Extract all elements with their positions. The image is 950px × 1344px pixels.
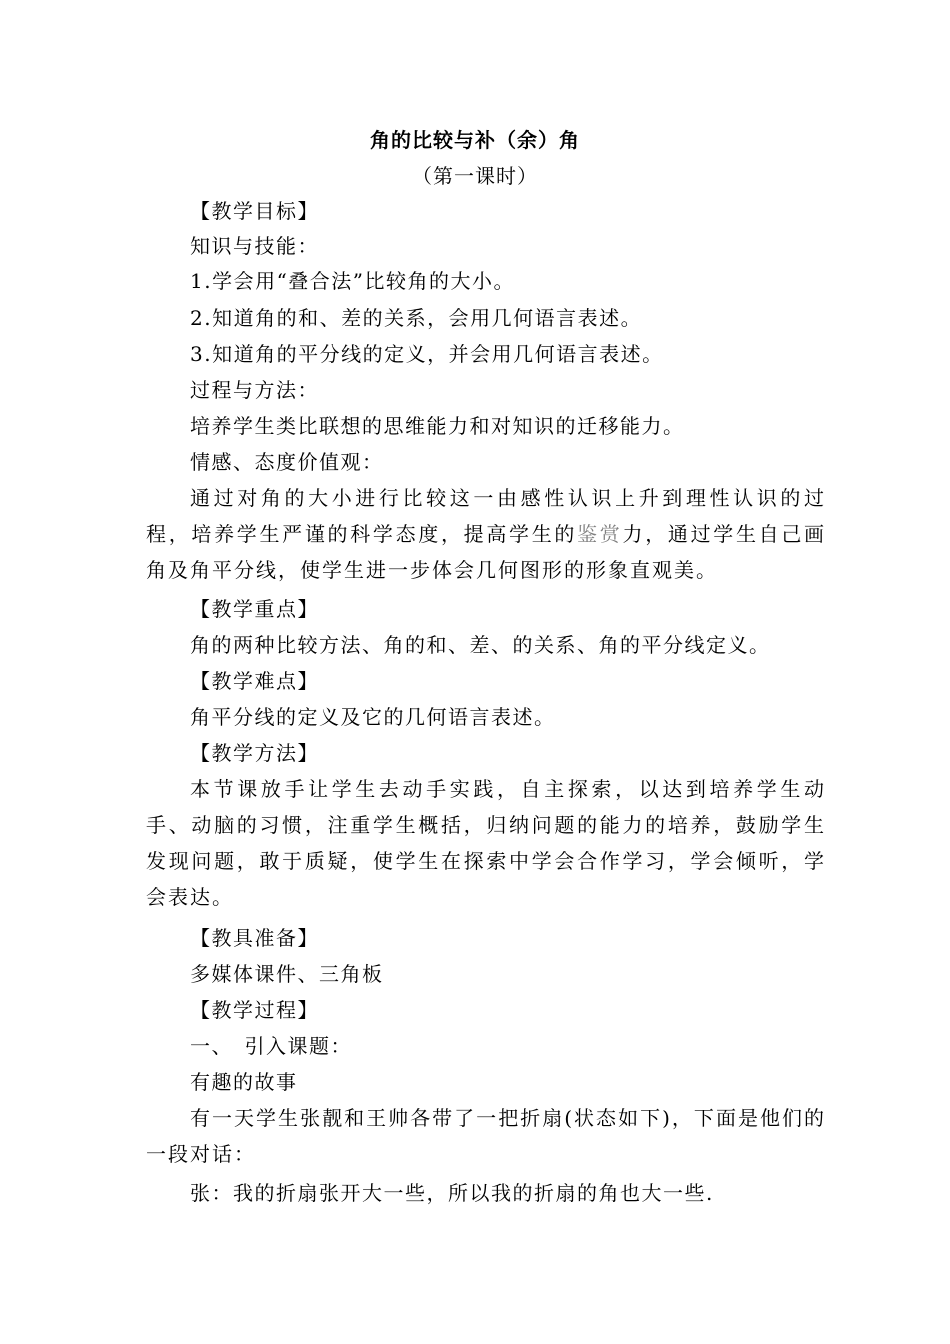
key-text: 角的两种比较方法、角的和、差、的关系、角的平分线定义。 — [190, 633, 771, 657]
process-section-heading: 【教学过程】 — [190, 998, 319, 1022]
document-subtitle: （第一课时） — [412, 164, 538, 188]
document-title: 角的比较与补（余）角 — [370, 128, 580, 152]
intro-heading: 一、 引入课题： — [190, 1034, 352, 1058]
story-paragraph: 有一天学生张靓和王帅各带了一把折扇(状态如下)，下面是他们的一段对话： — [146, 1106, 826, 1166]
emotion-heading: 情感、态度价值观： — [190, 450, 384, 474]
difficulty-text: 角平分线的定义及它的几何语言表述。 — [190, 705, 556, 729]
key-heading: 【教学重点】 — [190, 597, 319, 621]
knowledge-heading: 知识与技能： — [190, 234, 319, 258]
tools-heading: 【教具准备】 — [190, 926, 319, 950]
knowledge-item: 3.知道角的平分线的定义，并会用几何语言表述。 — [190, 342, 664, 366]
process-text: 培养学生类比联想的思维能力和对知识的迁移能力。 — [190, 414, 685, 438]
dialogue-zhang: 张：我的折扇张开大一些，所以我的折扇的角也大一些. — [190, 1181, 714, 1205]
emotion-text-before: 通过对角的大小进行比较这一由感性认识上升到理性认识的过程，培养学生严谨的科学态度，提高学生的 — [146, 486, 826, 546]
emotion-text-after: 力，通过学生自己画角及角平分线，使学生进一步体会几何图形的形象直观美。 — [146, 522, 827, 582]
goals-heading: 【教学目标】 — [190, 199, 319, 223]
method-heading: 【教学方法】 — [190, 741, 319, 765]
emotion-paragraph — [146, 480, 826, 588]
method-paragraph: 本节课放手让学生去动手实践，自主探索，以达到培养学生动手、动脑的习惯，注重学生概括，归纳问题的能力的培养，鼓励学生发现问题，敢于质疑，使学生在探索中学会合作学习，学会倾听，学会表达。 — [146, 777, 826, 909]
story-heading: 有趣的故事 — [190, 1070, 298, 1094]
process-heading: 过程与方法： — [190, 378, 319, 402]
difficulty-heading: 【教学难点】 — [190, 669, 319, 693]
emotion-text-highlight: 鉴赏 — [577, 522, 623, 546]
knowledge-item: 2.知道角的和、差的关系，会用几何语言表述。 — [190, 306, 643, 330]
knowledge-item: 1.学会用“叠合法”比较角的大小。 — [190, 269, 516, 293]
tools-text: 多媒体课件、三角板 — [190, 962, 384, 986]
